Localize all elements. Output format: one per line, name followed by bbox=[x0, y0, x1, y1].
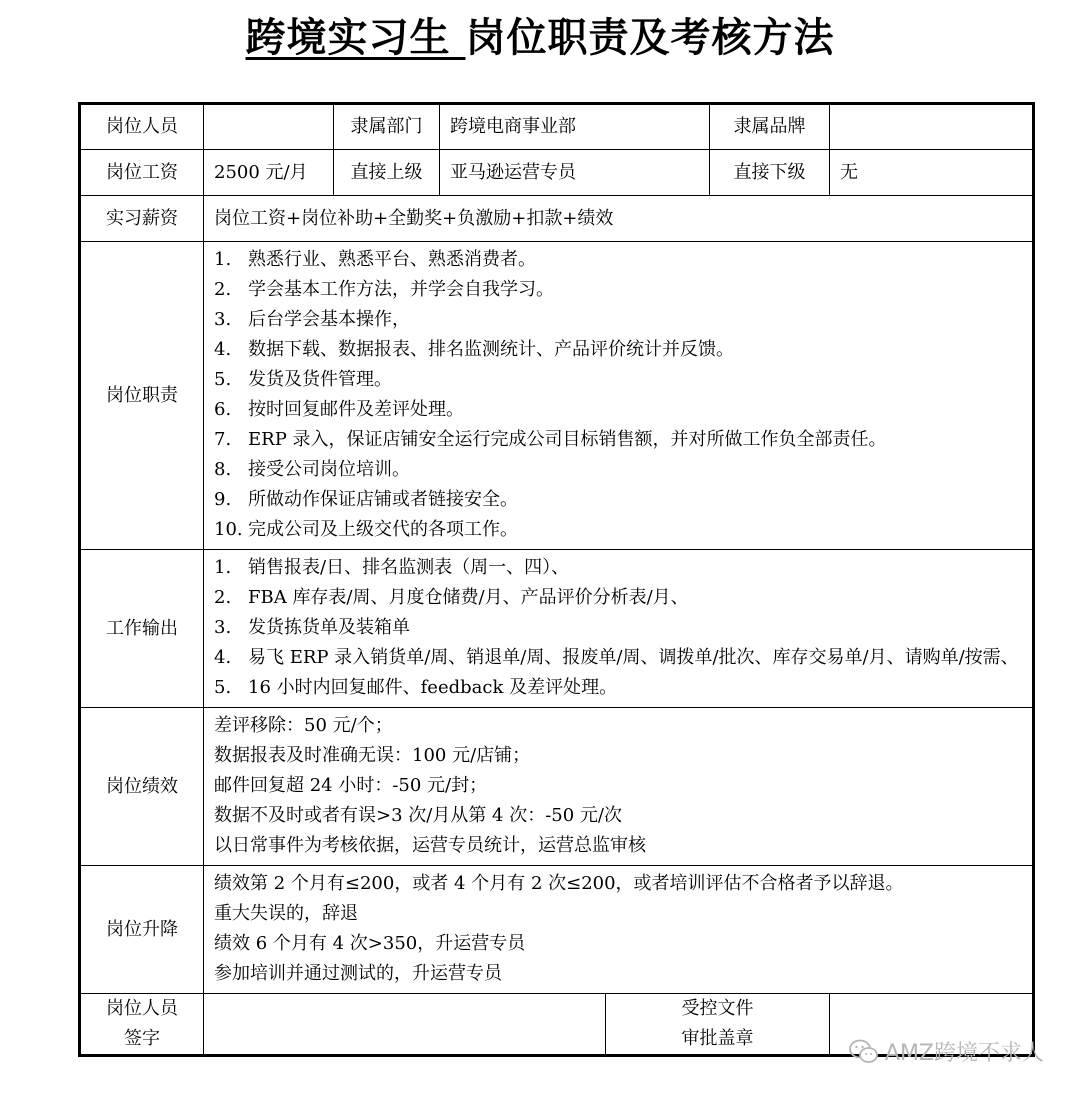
item-text: 学会基本工作方法，并学会自我学习。 bbox=[248, 279, 554, 300]
list-item bbox=[214, 335, 1022, 365]
controlled-doc-label bbox=[606, 994, 830, 1056]
list-item bbox=[214, 553, 1022, 583]
dept-label: 隶属部门 bbox=[334, 104, 440, 150]
promotion-label: 岗位升降 bbox=[80, 866, 204, 994]
item-text: 易飞 ERP 录入销货单/周、销退单/周、报废单/周、调拨单/批次、库存交易单/月、请购单/按需、 bbox=[248, 647, 1019, 668]
item-text: 所做动作保证店铺或者链接安全。 bbox=[248, 489, 518, 510]
dept-value: 跨境电商事业部 bbox=[440, 104, 710, 150]
performance-line: 邮件回复超 24 小时：-50 元/封； bbox=[214, 775, 488, 796]
item-text: 16 小时内回复邮件、feedback 及差评处理。 bbox=[248, 677, 618, 698]
list-item bbox=[214, 613, 1022, 643]
list-item bbox=[214, 425, 1022, 455]
list-item bbox=[214, 673, 1022, 703]
controlled-doc-line1: 受控文件 bbox=[681, 998, 754, 1019]
salary-label: 岗位工资 bbox=[80, 150, 204, 196]
subordinate-value: 无 bbox=[830, 150, 1034, 196]
item-text: 完成公司及上级交代的各项工作。 bbox=[248, 519, 518, 540]
promotion-content bbox=[204, 866, 1034, 994]
item-number: 7. bbox=[214, 429, 232, 450]
superior-value: 亚马逊运营专员 bbox=[440, 150, 710, 196]
item-number: 4. bbox=[214, 339, 232, 360]
signature-label-line1: 岗位人员 bbox=[106, 998, 178, 1019]
promotion-lines bbox=[214, 866, 1022, 993]
list-item bbox=[214, 305, 1022, 335]
row-person bbox=[80, 104, 1034, 150]
row-promotion bbox=[80, 866, 1034, 994]
item-number: 6. bbox=[214, 399, 232, 420]
performance-line: 差评移除：50 元/个； bbox=[214, 715, 393, 736]
item-text: 发货拣货单及装箱单 bbox=[248, 617, 410, 638]
item-text: 按时回复邮件及差评处理。 bbox=[248, 399, 464, 420]
list-item bbox=[214, 643, 1022, 673]
controlled-doc-line2: 审批盖章 bbox=[681, 1028, 754, 1049]
row-duties bbox=[80, 242, 1034, 550]
list-item bbox=[214, 365, 1022, 395]
row-output bbox=[80, 550, 1034, 708]
list-item bbox=[214, 485, 1022, 515]
performance-label: 岗位绩效 bbox=[80, 708, 204, 866]
promotion-line: 重大失误的，辞退 bbox=[214, 903, 358, 924]
item-number: 5. bbox=[214, 677, 232, 698]
title-part2: 岗位职责及考核方法 bbox=[465, 15, 835, 61]
signature-label bbox=[80, 994, 204, 1056]
page-title bbox=[0, 6, 1080, 63]
list-item bbox=[214, 395, 1022, 425]
intern-pay-label: 实习薪资 bbox=[80, 196, 204, 242]
performance-lines bbox=[214, 708, 1022, 865]
duties-content bbox=[204, 242, 1034, 550]
row-performance bbox=[80, 708, 1034, 866]
title-part1: 跨境实习生 bbox=[245, 15, 466, 61]
row-salary bbox=[80, 150, 1034, 196]
superior-label: 直接上级 bbox=[334, 150, 440, 196]
promotion-line: 绩效第 2 个月有≤200，或者 4 个月有 2 次≤200，或者培训评估不合格者予以辞退。 bbox=[214, 873, 904, 894]
list-item bbox=[214, 515, 1022, 545]
salary-value: 2500 元/月 bbox=[204, 150, 334, 196]
item-number: 1. bbox=[214, 249, 232, 270]
performance-line: 数据报表及时准确无误：100 元/店铺； bbox=[214, 745, 531, 766]
watermark bbox=[849, 1036, 1044, 1067]
item-number: 9. bbox=[214, 489, 232, 510]
item-number: 2. bbox=[214, 587, 232, 608]
watermark-text: AMZ跨境不求人 bbox=[884, 1041, 1044, 1066]
item-text: 发货及货件管理。 bbox=[248, 369, 392, 390]
person-label: 岗位人员 bbox=[80, 104, 204, 150]
promotion-line: 参加培训并通过测试的，升运营专员 bbox=[214, 963, 502, 984]
brand-value[interactable] bbox=[830, 104, 1034, 150]
item-text: 数据下载、数据报表、排名监测统计、产品评价统计并反馈。 bbox=[248, 339, 734, 360]
subordinate-label: 直接下级 bbox=[710, 150, 830, 196]
item-text: FBA 库存表/周、月度仓储费/月、产品评价分析表/月、 bbox=[248, 587, 689, 608]
item-number: 3. bbox=[214, 617, 232, 638]
row-intern-pay bbox=[80, 196, 1034, 242]
list-item bbox=[214, 275, 1022, 305]
output-label: 工作输出 bbox=[80, 550, 204, 708]
person-value[interactable] bbox=[204, 104, 334, 150]
list-item bbox=[214, 245, 1022, 275]
item-number: 8. bbox=[214, 459, 232, 480]
promotion-line: 绩效 6 个月有 4 次>350，升运营专员 bbox=[214, 933, 526, 954]
item-text: 熟悉行业、熟悉平台、熟悉消费者。 bbox=[248, 249, 536, 270]
item-text: 后台学会基本操作， bbox=[248, 309, 410, 330]
performance-content bbox=[204, 708, 1034, 866]
job-description-table bbox=[78, 102, 1035, 1057]
intern-pay-value: 岗位工资+岗位补助+全勤奖+负激励+扣款+绩效 bbox=[204, 196, 1034, 242]
wechat-icon bbox=[849, 1039, 879, 1065]
item-number: 4. bbox=[214, 647, 232, 668]
output-list bbox=[214, 550, 1022, 707]
signature-field[interactable] bbox=[204, 994, 606, 1056]
output-content bbox=[204, 550, 1034, 708]
item-number: 1. bbox=[214, 557, 232, 578]
item-text: ERP 录入，保证店铺安全运行完成公司目标销售额，并对所做工作负全部责任。 bbox=[248, 429, 887, 450]
item-number: 3. bbox=[214, 309, 232, 330]
list-item bbox=[214, 583, 1022, 613]
duties-list bbox=[214, 242, 1022, 549]
item-text: 接受公司岗位培训。 bbox=[248, 459, 410, 480]
brand-label: 隶属品牌 bbox=[710, 104, 830, 150]
item-number: 5. bbox=[214, 369, 232, 390]
performance-line: 以日常事件为考核依据，运营专员统计，运营总监审核 bbox=[214, 835, 646, 856]
duties-label: 岗位职责 bbox=[80, 242, 204, 550]
list-item bbox=[214, 455, 1022, 485]
performance-line: 数据不及时或者有误>3 次/月从第 4 次：-50 元/次 bbox=[214, 805, 622, 826]
signature-label-line2: 签字 bbox=[124, 1028, 160, 1049]
item-text: 销售报表/日、排名监测表（周一、四）、 bbox=[248, 557, 570, 578]
item-number: 2. bbox=[214, 279, 232, 300]
item-number: 10. bbox=[214, 519, 243, 540]
